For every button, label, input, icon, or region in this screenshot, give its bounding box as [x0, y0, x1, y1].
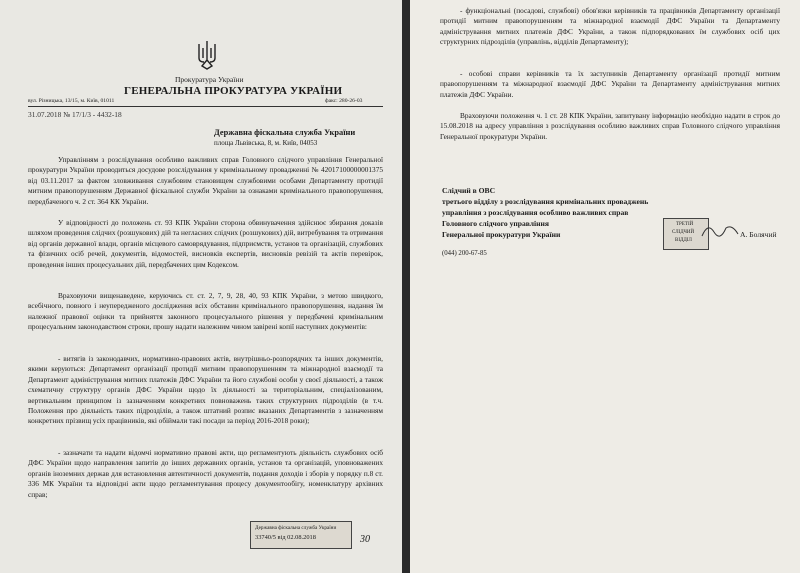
stamp-line-1: Державна фіскальна служба України	[255, 525, 337, 531]
signature-line-5: Генеральної прокуратури України	[442, 230, 561, 239]
paragraph-5: - зазначати та надати відомчі нормативно правові акти, що регламентують діяльність службових осіб ДФС України щодо направлення запитів до інших державних органів, установ та організацій, уповноважених органів іноземних держав для встановлення автентичності документів, подання доходів і зборів у порядку п.8 ст. 336 МК України та відповідні акти щодо регламентування процесу документообігу, номенклатуру архівних справ;	[28, 448, 383, 499]
seal-line-1: ТРЕТІЙ	[676, 222, 694, 227]
recipient-address: площа Львівська, 8, м. Київ, 04053	[214, 139, 318, 147]
paragraph-3: Враховуючи вищенаведене, керуючись ст. ст. 2, 7, 9, 28, 40, 93 КПК України, з метою швидкого, всебічного, повного і неупередженого дослідження всіх обставин кримінального правопорушення, надання їм належної правової оцінки та прийняття законного процесуального рішення у передбачені кримінальним процесуальним законодавством строки, прошу надати належним чином завірені копії наступних документів:	[28, 291, 383, 332]
paragraph-1: Управлінням з розслідування особливо важливих справ Головного слідчого управління Генеральної прокуратури України проводиться досудове розслідування у кримінальному провадженні № 42017100000001375 від 03.11.2017 за фактом зловживання службовим становищем службовими особами Департаменту протидії митним правопорушенням Державної фіскальної служби України за ознаками кримінального правопорушення, передбаченого ч. 2 ст. 364 КК України.	[28, 155, 383, 206]
page-gap	[402, 0, 410, 573]
recipient-name: Державна фіскальна служба України	[214, 128, 356, 137]
org-address: вул. Різницька, 13/15, м. Київ, 01011	[28, 98, 115, 104]
signer-phone: (044) 200-67-85	[442, 250, 487, 257]
right-paragraph-3: Враховуючи положення ч. 1 ст. 28 КПК України, запитувану інформацію необхідно надати в строк до 15.08.2018 на адресу управління з розслідування особливо важливих справ Головного слідчого управління Генеральної прокуратури України.	[440, 111, 780, 141]
signature-line-3: управління з розслідування особливо важливих справ	[442, 208, 629, 217]
seal-line-3: ВІДДІЛ	[675, 238, 692, 243]
signer-name: А. Болячий	[740, 230, 777, 239]
header-rule	[28, 106, 383, 107]
org-title: ГЕНЕРАЛЬНА ПРОКУРАТУРА УКРАЇНИ	[124, 85, 343, 97]
trident-emblem-icon	[196, 40, 218, 70]
page-mark: 30	[360, 534, 370, 545]
org-small: Прокуратура України	[175, 75, 244, 84]
right-paragraph-1: - функціональні (посадові, службові) обов'язки керівників та працівників Департаменту організації протидії митним правопорушенням та міжнародної взаємодії ДФС України та Департаменту адміністрування митних платежів ДФС України, а також підпорядкованих їм службових осіб цих структурних підрозділів (управлінь, відділів Департаменту);	[440, 6, 780, 47]
signature-line-1: Слідчий в ОВС	[442, 186, 496, 195]
registration-stamp	[250, 521, 352, 549]
paragraph-2: У відповідності до положень ст. 93 КПК України сторона обвинувачення здійснює збирання доказів шляхом проведення слідчих (розшукових) дій та негласних слідчих (розшукових) дій, витребування та отримання від органів державної влади, органів місцевого самоврядування, підприємств, установ та організацій, службових та фізичних осіб речей, документів, відомостей, висновків експертів, висновків ревізій та актів перевірок, проведення інших процесуальних дій, передбачених цим Кодексом.	[28, 218, 384, 269]
paragraph-4: - витягів із законодавчих, нормативно-правових актів, внутрішньо-розпорядчих та інших документів, якими керуються: Департамент організації протидії митним правопорушенням та міжнародної взаємодії та Департамент адміністрування митних платежів ДФС України та його службові особи у своєї діяльності, а також схематичну структуру органів ДФС України щодо їх діяльності за територіальним, спеціалізованим, вертикальним принципом із зазначенням конкретних повноважень таких структурних підрозділів (в т.ч. Положення про діяльність таких підрозділів, а також штатний розпис вказаних Департаментів з зазначенням конкретних прізвищ усіх працівників, які обіймали такі посади за період 2016-2018 роки);	[28, 354, 383, 426]
right-paragraph-2: - особові справи керівників та їх заступників Департаменту організації протидії митним правопорушенням та міжнародної взаємодії ДФС України та Департаменту адміністрування митних платежів ДФС України.	[440, 69, 780, 99]
outgoing-ref: 31.07.2018 № 17/1/3 - 4432-18	[28, 110, 122, 119]
signature-line-4: Головного слідчого управління	[442, 219, 549, 228]
seal-line-2: СЛІДЧИЙ	[672, 230, 695, 235]
stamp-line-2: 33740/5 від 02.08.2018	[255, 534, 316, 541]
signature-line-2: третього відділу з розслідування кримінальних проваджень	[442, 197, 649, 206]
handwritten-signature-icon	[700, 220, 740, 240]
letter-page-2	[410, 0, 800, 573]
org-fax: факс: 280-26-03	[325, 98, 363, 104]
